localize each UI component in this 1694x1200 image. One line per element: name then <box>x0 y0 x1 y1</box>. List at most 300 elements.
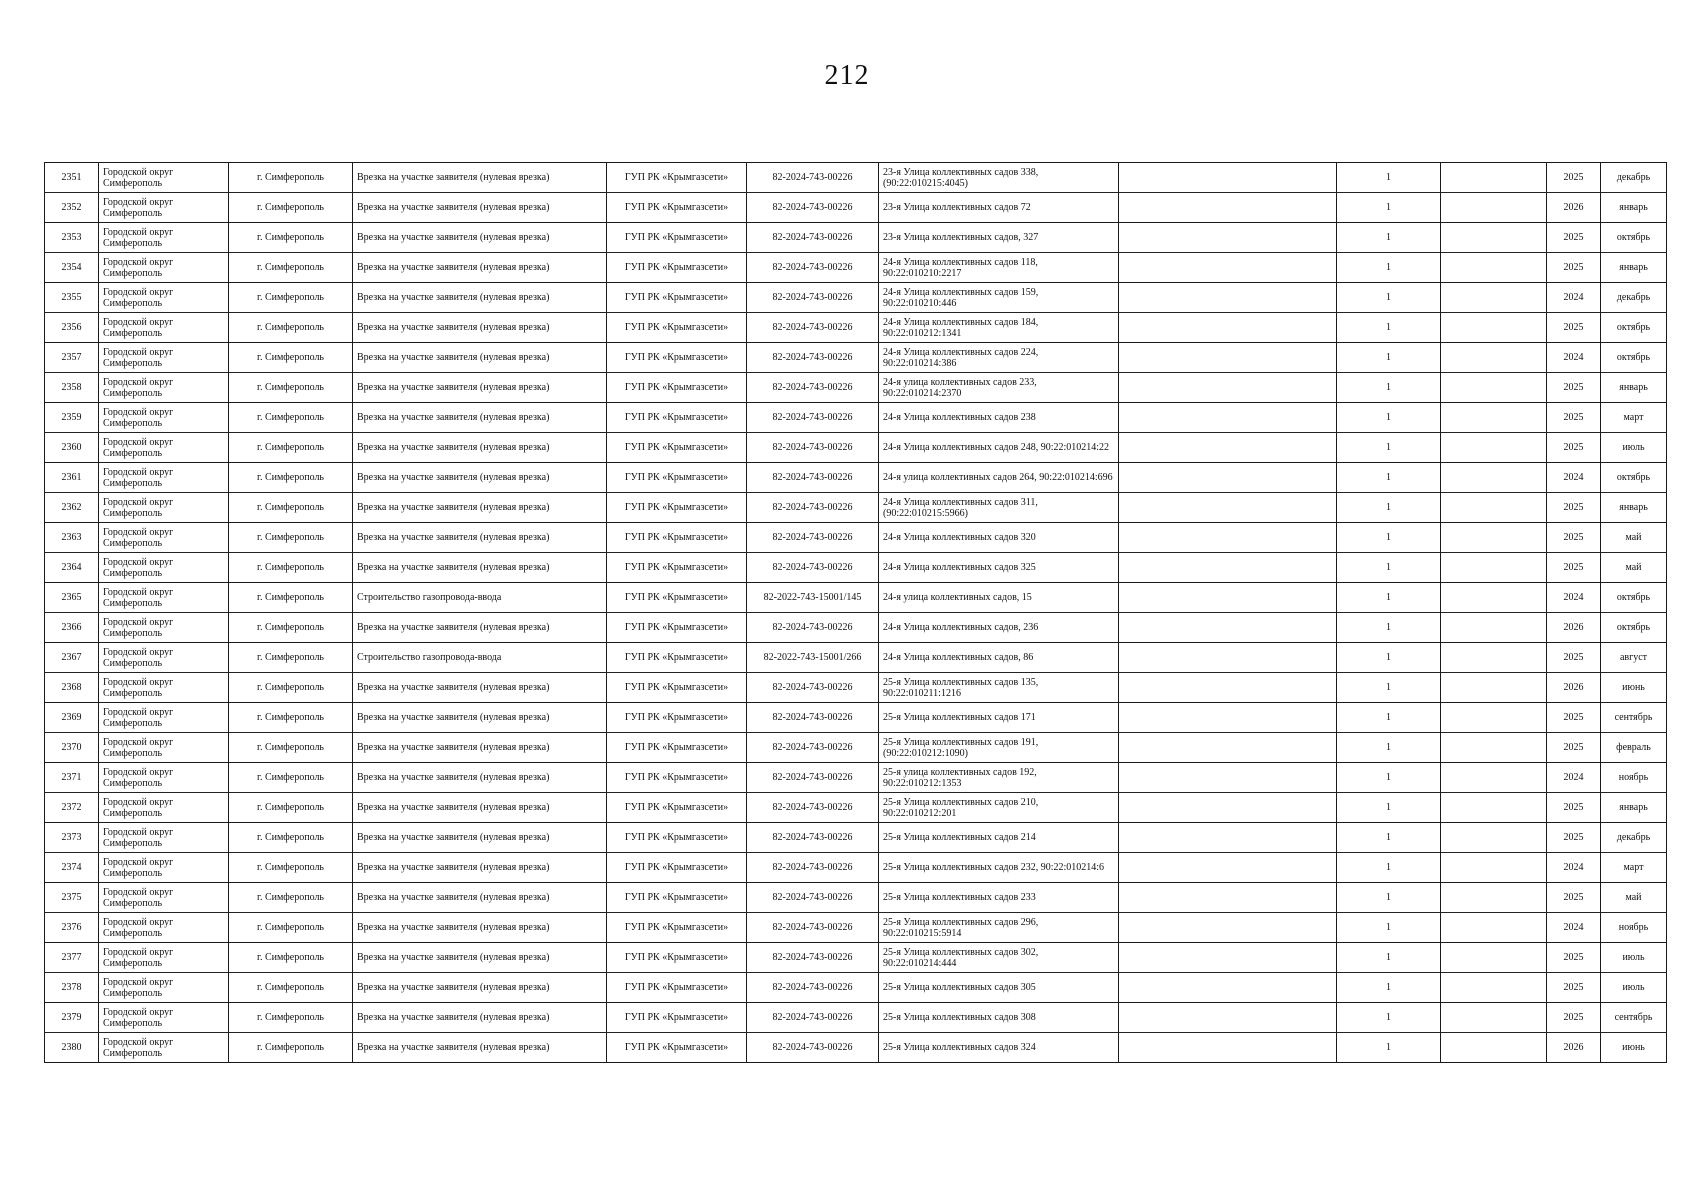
address-cell: 24-я Улица коллективных садов 320 <box>879 523 1119 553</box>
organization-cell: ГУП РК «Крымгазсети» <box>607 193 747 223</box>
month-cell: октябрь <box>1601 613 1667 643</box>
organization-cell: ГУП РК «Крымгазсети» <box>607 763 747 793</box>
month-cell: декабрь <box>1601 283 1667 313</box>
work-type-cell: Врезка на участке заявителя (нулевая врезка) <box>353 703 607 733</box>
month-cell: октябрь <box>1601 313 1667 343</box>
organization-cell: ГУП РК «Крымгазсети» <box>607 553 747 583</box>
row-number-cell: 2368 <box>45 673 99 703</box>
address-cell: 24-я улица коллективных садов, 15 <box>879 583 1119 613</box>
table-row <box>45 1033 1667 1063</box>
blank-cell <box>1441 373 1547 403</box>
year-cell: 2025 <box>1547 223 1601 253</box>
city-cell: г. Симферополь <box>229 643 353 673</box>
work-type-cell: Врезка на участке заявителя (нулевая врезка) <box>353 313 607 343</box>
table-row <box>45 193 1667 223</box>
city-cell: г. Симферополь <box>229 883 353 913</box>
organization-cell: ГУП РК «Крымгазсети» <box>607 703 747 733</box>
blank-cell <box>1441 493 1547 523</box>
organization-cell: ГУП РК «Крымгазсети» <box>607 463 747 493</box>
row-number-cell: 2351 <box>45 163 99 193</box>
district-cell: Городской округ Симферополь <box>99 1033 229 1063</box>
blank-cell <box>1441 1033 1547 1063</box>
year-cell: 2024 <box>1547 343 1601 373</box>
year-cell: 2025 <box>1547 433 1601 463</box>
address-cell: 24-я Улица коллективных садов 311, (90:22:010215:5966) <box>879 493 1119 523</box>
city-cell: г. Симферополь <box>229 823 353 853</box>
row-number-cell: 2363 <box>45 523 99 553</box>
month-cell: май <box>1601 883 1667 913</box>
month-cell: ноябрь <box>1601 763 1667 793</box>
district-cell: Городской округ Симферополь <box>99 943 229 973</box>
work-type-cell: Врезка на участке заявителя (нулевая врезка) <box>353 163 607 193</box>
district-cell: Городской округ Симферополь <box>99 853 229 883</box>
address-cell: 25-я улица коллективных садов 192, 90:22:010212:1353 <box>879 763 1119 793</box>
quantity-cell: 1 <box>1337 493 1441 523</box>
work-type-cell: Врезка на участке заявителя (нулевая врезка) <box>353 343 607 373</box>
work-type-cell: Врезка на участке заявителя (нулевая врезка) <box>353 1033 607 1063</box>
blank-cell <box>1441 553 1547 583</box>
row-number-cell: 2372 <box>45 793 99 823</box>
blank-cell <box>1441 763 1547 793</box>
blank-cell <box>1119 253 1337 283</box>
address-cell: 25-я Улица коллективных садов 305 <box>879 973 1119 1003</box>
program-code-cell: 82-2024-743-00226 <box>747 823 879 853</box>
row-number-cell: 2369 <box>45 703 99 733</box>
table-row <box>45 733 1667 763</box>
organization-cell: ГУП РК «Крымгазсети» <box>607 253 747 283</box>
year-cell: 2025 <box>1547 793 1601 823</box>
district-cell: Городской округ Симферополь <box>99 343 229 373</box>
data-table <box>44 162 1667 1063</box>
table-row <box>45 313 1667 343</box>
table-row <box>45 553 1667 583</box>
year-cell: 2025 <box>1547 493 1601 523</box>
month-cell: сентябрь <box>1601 1003 1667 1033</box>
year-cell: 2026 <box>1547 1033 1601 1063</box>
address-cell: 23-я Улица коллективных садов, 327 <box>879 223 1119 253</box>
program-code-cell: 82-2024-743-00226 <box>747 283 879 313</box>
month-cell: январь <box>1601 793 1667 823</box>
year-cell: 2025 <box>1547 823 1601 853</box>
blank-cell <box>1119 943 1337 973</box>
district-cell: Городской округ Симферополь <box>99 883 229 913</box>
quantity-cell: 1 <box>1337 523 1441 553</box>
city-cell: г. Симферополь <box>229 253 353 283</box>
address-cell: 24-я Улица коллективных садов, 236 <box>879 613 1119 643</box>
address-cell: 25-я Улица коллективных садов 232, 90:22:010214:6 <box>879 853 1119 883</box>
blank-cell <box>1441 223 1547 253</box>
blank-cell <box>1441 823 1547 853</box>
row-number-cell: 2352 <box>45 193 99 223</box>
table-row <box>45 823 1667 853</box>
month-cell: июль <box>1601 973 1667 1003</box>
program-code-cell: 82-2024-743-00226 <box>747 373 879 403</box>
row-number-cell: 2355 <box>45 283 99 313</box>
work-type-cell: Строительство газопровода-ввода <box>353 643 607 673</box>
city-cell: г. Симферополь <box>229 433 353 463</box>
city-cell: г. Симферополь <box>229 763 353 793</box>
table-row <box>45 1003 1667 1033</box>
city-cell: г. Симферополь <box>229 283 353 313</box>
program-code-cell: 82-2024-743-00226 <box>747 673 879 703</box>
city-cell: г. Симферополь <box>229 553 353 583</box>
year-cell: 2026 <box>1547 613 1601 643</box>
table-row <box>45 253 1667 283</box>
month-cell: январь <box>1601 373 1667 403</box>
table-row <box>45 403 1667 433</box>
address-cell: 25-я Улица коллективных садов 214 <box>879 823 1119 853</box>
blank-cell <box>1441 913 1547 943</box>
city-cell: г. Симферополь <box>229 1033 353 1063</box>
blank-cell <box>1441 853 1547 883</box>
address-cell: 24-я улица коллективных садов 264, 90:22:010214:696 <box>879 463 1119 493</box>
organization-cell: ГУП РК «Крымгазсети» <box>607 283 747 313</box>
table-row <box>45 493 1667 523</box>
table-row <box>45 643 1667 673</box>
program-code-cell: 82-2024-743-00226 <box>747 313 879 343</box>
month-cell: октябрь <box>1601 223 1667 253</box>
blank-cell <box>1119 853 1337 883</box>
city-cell: г. Симферополь <box>229 313 353 343</box>
blank-cell <box>1119 823 1337 853</box>
blank-cell <box>1441 463 1547 493</box>
organization-cell: ГУП РК «Крымгазсети» <box>607 1033 747 1063</box>
blank-cell <box>1119 673 1337 703</box>
program-code-cell: 82-2024-743-00226 <box>747 253 879 283</box>
table-row <box>45 283 1667 313</box>
city-cell: г. Симферополь <box>229 1003 353 1033</box>
table-row <box>45 793 1667 823</box>
district-cell: Городской округ Симферополь <box>99 703 229 733</box>
quantity-cell: 1 <box>1337 553 1441 583</box>
row-number-cell: 2365 <box>45 583 99 613</box>
year-cell: 2024 <box>1547 853 1601 883</box>
blank-cell <box>1441 973 1547 1003</box>
city-cell: г. Симферополь <box>229 613 353 643</box>
work-type-cell: Врезка на участке заявителя (нулевая врезка) <box>353 553 607 583</box>
blank-cell <box>1441 193 1547 223</box>
quantity-cell: 1 <box>1337 703 1441 733</box>
address-cell: 25-я Улица коллективных садов 302, 90:22:010214:444 <box>879 943 1119 973</box>
district-cell: Городской округ Симферополь <box>99 553 229 583</box>
row-number-cell: 2359 <box>45 403 99 433</box>
organization-cell: ГУП РК «Крымгазсети» <box>607 913 747 943</box>
month-cell: октябрь <box>1601 463 1667 493</box>
program-code-cell: 82-2022-743-15001/145 <box>747 583 879 613</box>
work-type-cell: Врезка на участке заявителя (нулевая врезка) <box>353 253 607 283</box>
program-code-cell: 82-2024-743-00226 <box>747 883 879 913</box>
work-type-cell: Врезка на участке заявителя (нулевая врезка) <box>353 823 607 853</box>
work-type-cell: Врезка на участке заявителя (нулевая врезка) <box>353 613 607 643</box>
table-row <box>45 523 1667 553</box>
month-cell: октябрь <box>1601 343 1667 373</box>
address-cell: 24-я Улица коллективных садов 118, 90:22:010210:2217 <box>879 253 1119 283</box>
year-cell: 2026 <box>1547 673 1601 703</box>
row-number-cell: 2379 <box>45 1003 99 1033</box>
quantity-cell: 1 <box>1337 193 1441 223</box>
quantity-cell: 1 <box>1337 673 1441 703</box>
table-row <box>45 433 1667 463</box>
row-number-cell: 2353 <box>45 223 99 253</box>
blank-cell <box>1119 433 1337 463</box>
blank-cell <box>1441 283 1547 313</box>
blank-cell <box>1441 703 1547 733</box>
district-cell: Городской округ Симферополь <box>99 793 229 823</box>
table-body <box>45 163 1667 1063</box>
year-cell: 2025 <box>1547 883 1601 913</box>
year-cell: 2025 <box>1547 373 1601 403</box>
page-number: 212 <box>824 60 870 91</box>
row-number-cell: 2367 <box>45 643 99 673</box>
year-cell: 2025 <box>1547 733 1601 763</box>
blank-cell <box>1441 643 1547 673</box>
row-number-cell: 2358 <box>45 373 99 403</box>
address-cell: 25-я Улица коллективных садов 324 <box>879 1033 1119 1063</box>
program-code-cell: 82-2024-743-00226 <box>747 193 879 223</box>
program-code-cell: 82-2024-743-00226 <box>747 853 879 883</box>
quantity-cell: 1 <box>1337 463 1441 493</box>
table-row <box>45 973 1667 1003</box>
blank-cell <box>1441 523 1547 553</box>
blank-cell <box>1119 763 1337 793</box>
district-cell: Городской округ Симферополь <box>99 313 229 343</box>
blank-cell <box>1119 403 1337 433</box>
organization-cell: ГУП РК «Крымгазсети» <box>607 733 747 763</box>
quantity-cell: 1 <box>1337 823 1441 853</box>
month-cell: ноябрь <box>1601 913 1667 943</box>
year-cell: 2024 <box>1547 583 1601 613</box>
district-cell: Городской округ Симферополь <box>99 193 229 223</box>
district-cell: Городской округ Симферополь <box>99 223 229 253</box>
blank-cell <box>1119 493 1337 523</box>
district-cell: Городской округ Симферополь <box>99 493 229 523</box>
quantity-cell: 1 <box>1337 763 1441 793</box>
program-code-cell: 82-2024-743-00226 <box>747 523 879 553</box>
work-type-cell: Врезка на участке заявителя (нулевая врезка) <box>353 403 607 433</box>
organization-cell: ГУП РК «Крымгазсети» <box>607 373 747 403</box>
row-number-cell: 2360 <box>45 433 99 463</box>
work-type-cell: Врезка на участке заявителя (нулевая врезка) <box>353 793 607 823</box>
month-cell: май <box>1601 553 1667 583</box>
address-cell: 25-я Улица коллективных садов 171 <box>879 703 1119 733</box>
year-cell: 2025 <box>1547 1003 1601 1033</box>
blank-cell <box>1441 1003 1547 1033</box>
district-cell: Городской округ Симферополь <box>99 673 229 703</box>
city-cell: г. Симферополь <box>229 913 353 943</box>
organization-cell: ГУП РК «Крымгазсети» <box>607 973 747 1003</box>
address-cell: 24-я Улица коллективных садов 325 <box>879 553 1119 583</box>
city-cell: г. Симферополь <box>229 523 353 553</box>
district-cell: Городской округ Симферополь <box>99 583 229 613</box>
district-cell: Городской округ Симферополь <box>99 733 229 763</box>
table-row <box>45 943 1667 973</box>
blank-cell <box>1119 793 1337 823</box>
blank-cell <box>1441 943 1547 973</box>
table-row <box>45 673 1667 703</box>
blank-cell <box>1119 163 1337 193</box>
table-row <box>45 763 1667 793</box>
year-cell: 2025 <box>1547 253 1601 283</box>
address-cell: 24-я Улица коллективных садов 184, 90:22:010212:1341 <box>879 313 1119 343</box>
month-cell: декабрь <box>1601 823 1667 853</box>
year-cell: 2025 <box>1547 703 1601 733</box>
blank-cell <box>1119 223 1337 253</box>
address-cell: 24-я Улица коллективных садов, 86 <box>879 643 1119 673</box>
city-cell: г. Симферополь <box>229 223 353 253</box>
program-code-cell: 82-2024-743-00226 <box>747 493 879 523</box>
program-code-cell: 82-2024-743-00226 <box>747 763 879 793</box>
work-type-cell: Врезка на участке заявителя (нулевая врезка) <box>353 733 607 763</box>
organization-cell: ГУП РК «Крымгазсети» <box>607 343 747 373</box>
organization-cell: ГУП РК «Крымгазсети» <box>607 853 747 883</box>
city-cell: г. Симферополь <box>229 943 353 973</box>
row-number-cell: 2380 <box>45 1033 99 1063</box>
year-cell: 2025 <box>1547 403 1601 433</box>
month-cell: август <box>1601 643 1667 673</box>
table-row <box>45 583 1667 613</box>
blank-cell <box>1119 973 1337 1003</box>
year-cell: 2024 <box>1547 763 1601 793</box>
table-row <box>45 223 1667 253</box>
program-code-cell: 82-2024-743-00226 <box>747 163 879 193</box>
month-cell: май <box>1601 523 1667 553</box>
program-code-cell: 82-2024-743-00226 <box>747 703 879 733</box>
work-type-cell: Врезка на участке заявителя (нулевая врезка) <box>353 913 607 943</box>
row-number-cell: 2374 <box>45 853 99 883</box>
city-cell: г. Симферополь <box>229 403 353 433</box>
blank-cell <box>1119 583 1337 613</box>
table-row <box>45 163 1667 193</box>
row-number-cell: 2375 <box>45 883 99 913</box>
district-cell: Городской округ Симферополь <box>99 763 229 793</box>
blank-cell <box>1119 703 1337 733</box>
district-cell: Городской округ Симферополь <box>99 823 229 853</box>
month-cell: июль <box>1601 433 1667 463</box>
organization-cell: ГУП РК «Крымгазсети» <box>607 433 747 463</box>
work-type-cell: Врезка на участке заявителя (нулевая врезка) <box>353 1003 607 1033</box>
work-type-cell: Врезка на участке заявителя (нулевая врезка) <box>353 493 607 523</box>
table-row <box>45 463 1667 493</box>
organization-cell: ГУП РК «Крымгазсети» <box>607 883 747 913</box>
district-cell: Городской округ Симферополь <box>99 163 229 193</box>
district-cell: Городской округ Симферополь <box>99 613 229 643</box>
quantity-cell: 1 <box>1337 253 1441 283</box>
organization-cell: ГУП РК «Крымгазсети» <box>607 943 747 973</box>
city-cell: г. Симферополь <box>229 673 353 703</box>
row-number-cell: 2370 <box>45 733 99 763</box>
blank-cell <box>1119 913 1337 943</box>
district-cell: Городской округ Симферополь <box>99 913 229 943</box>
district-cell: Городской округ Симферополь <box>99 283 229 313</box>
blank-cell <box>1119 1033 1337 1063</box>
district-cell: Городской округ Симферополь <box>99 973 229 1003</box>
work-type-cell: Врезка на участке заявителя (нулевая врезка) <box>353 943 607 973</box>
work-type-cell: Врезка на участке заявителя (нулевая врезка) <box>353 673 607 703</box>
month-cell: июнь <box>1601 673 1667 703</box>
program-code-cell: 82-2024-743-00226 <box>747 553 879 583</box>
blank-cell <box>1119 283 1337 313</box>
blank-cell <box>1441 793 1547 823</box>
row-number-cell: 2376 <box>45 913 99 943</box>
organization-cell: ГУП РК «Крымгазсети» <box>607 793 747 823</box>
year-cell: 2026 <box>1547 193 1601 223</box>
row-number-cell: 2354 <box>45 253 99 283</box>
row-number-cell: 2371 <box>45 763 99 793</box>
city-cell: г. Симферополь <box>229 853 353 883</box>
city-cell: г. Симферополь <box>229 583 353 613</box>
quantity-cell: 1 <box>1337 163 1441 193</box>
program-code-cell: 82-2024-743-00226 <box>747 343 879 373</box>
table-row <box>45 703 1667 733</box>
blank-cell <box>1119 193 1337 223</box>
quantity-cell: 1 <box>1337 283 1441 313</box>
table-row <box>45 343 1667 373</box>
city-cell: г. Симферополь <box>229 973 353 1003</box>
quantity-cell: 1 <box>1337 403 1441 433</box>
quantity-cell: 1 <box>1337 1003 1441 1033</box>
work-type-cell: Врезка на участке заявителя (нулевая врезка) <box>353 853 607 883</box>
address-cell: 25-я Улица коллективных садов 135, 90:22:010211:1216 <box>879 673 1119 703</box>
blank-cell <box>1441 253 1547 283</box>
month-cell: январь <box>1601 493 1667 523</box>
district-cell: Городской округ Симферополь <box>99 433 229 463</box>
city-cell: г. Симферополь <box>229 163 353 193</box>
quantity-cell: 1 <box>1337 853 1441 883</box>
year-cell: 2025 <box>1547 553 1601 583</box>
work-type-cell: Врезка на участке заявителя (нулевая врезка) <box>353 283 607 313</box>
table-row <box>45 853 1667 883</box>
address-cell: 23-я Улица коллективных садов 338, (90:22:010215:4045) <box>879 163 1119 193</box>
address-cell: 25-я Улица коллективных садов 191, (90:22:010212:1090) <box>879 733 1119 763</box>
program-code-cell: 82-2024-743-00226 <box>747 793 879 823</box>
district-cell: Городской округ Симферополь <box>99 463 229 493</box>
row-number-cell: 2378 <box>45 973 99 1003</box>
program-code-cell: 82-2024-743-00226 <box>747 223 879 253</box>
district-cell: Городской округ Симферополь <box>99 253 229 283</box>
address-cell: 23-я Улица коллективных садов 72 <box>879 193 1119 223</box>
month-cell: февраль <box>1601 733 1667 763</box>
quantity-cell: 1 <box>1337 373 1441 403</box>
blank-cell <box>1119 343 1337 373</box>
blank-cell <box>1119 1003 1337 1033</box>
program-code-cell: 82-2024-743-00226 <box>747 613 879 643</box>
organization-cell: ГУП РК «Крымгазсети» <box>607 313 747 343</box>
year-cell: 2025 <box>1547 973 1601 1003</box>
program-code-cell: 82-2024-743-00226 <box>747 733 879 763</box>
month-cell: январь <box>1601 253 1667 283</box>
work-type-cell: Врезка на участке заявителя (нулевая врезка) <box>353 433 607 463</box>
quantity-cell: 1 <box>1337 973 1441 1003</box>
blank-cell <box>1119 313 1337 343</box>
organization-cell: ГУП РК «Крымгазсети» <box>607 403 747 433</box>
organization-cell: ГУП РК «Крымгазсети» <box>607 523 747 553</box>
blank-cell <box>1119 643 1337 673</box>
organization-cell: ГУП РК «Крымгазсети» <box>607 673 747 703</box>
blank-cell <box>1441 613 1547 643</box>
work-type-cell: Врезка на участке заявителя (нулевая врезка) <box>353 373 607 403</box>
table-row <box>45 913 1667 943</box>
blank-cell <box>1119 733 1337 763</box>
city-cell: г. Симферополь <box>229 463 353 493</box>
city-cell: г. Симферополь <box>229 493 353 523</box>
table-row <box>45 883 1667 913</box>
blank-cell <box>1441 673 1547 703</box>
quantity-cell: 1 <box>1337 583 1441 613</box>
work-type-cell: Врезка на участке заявителя (нулевая врезка) <box>353 193 607 223</box>
city-cell: г. Симферополь <box>229 793 353 823</box>
blank-cell <box>1119 523 1337 553</box>
row-number-cell: 2361 <box>45 463 99 493</box>
